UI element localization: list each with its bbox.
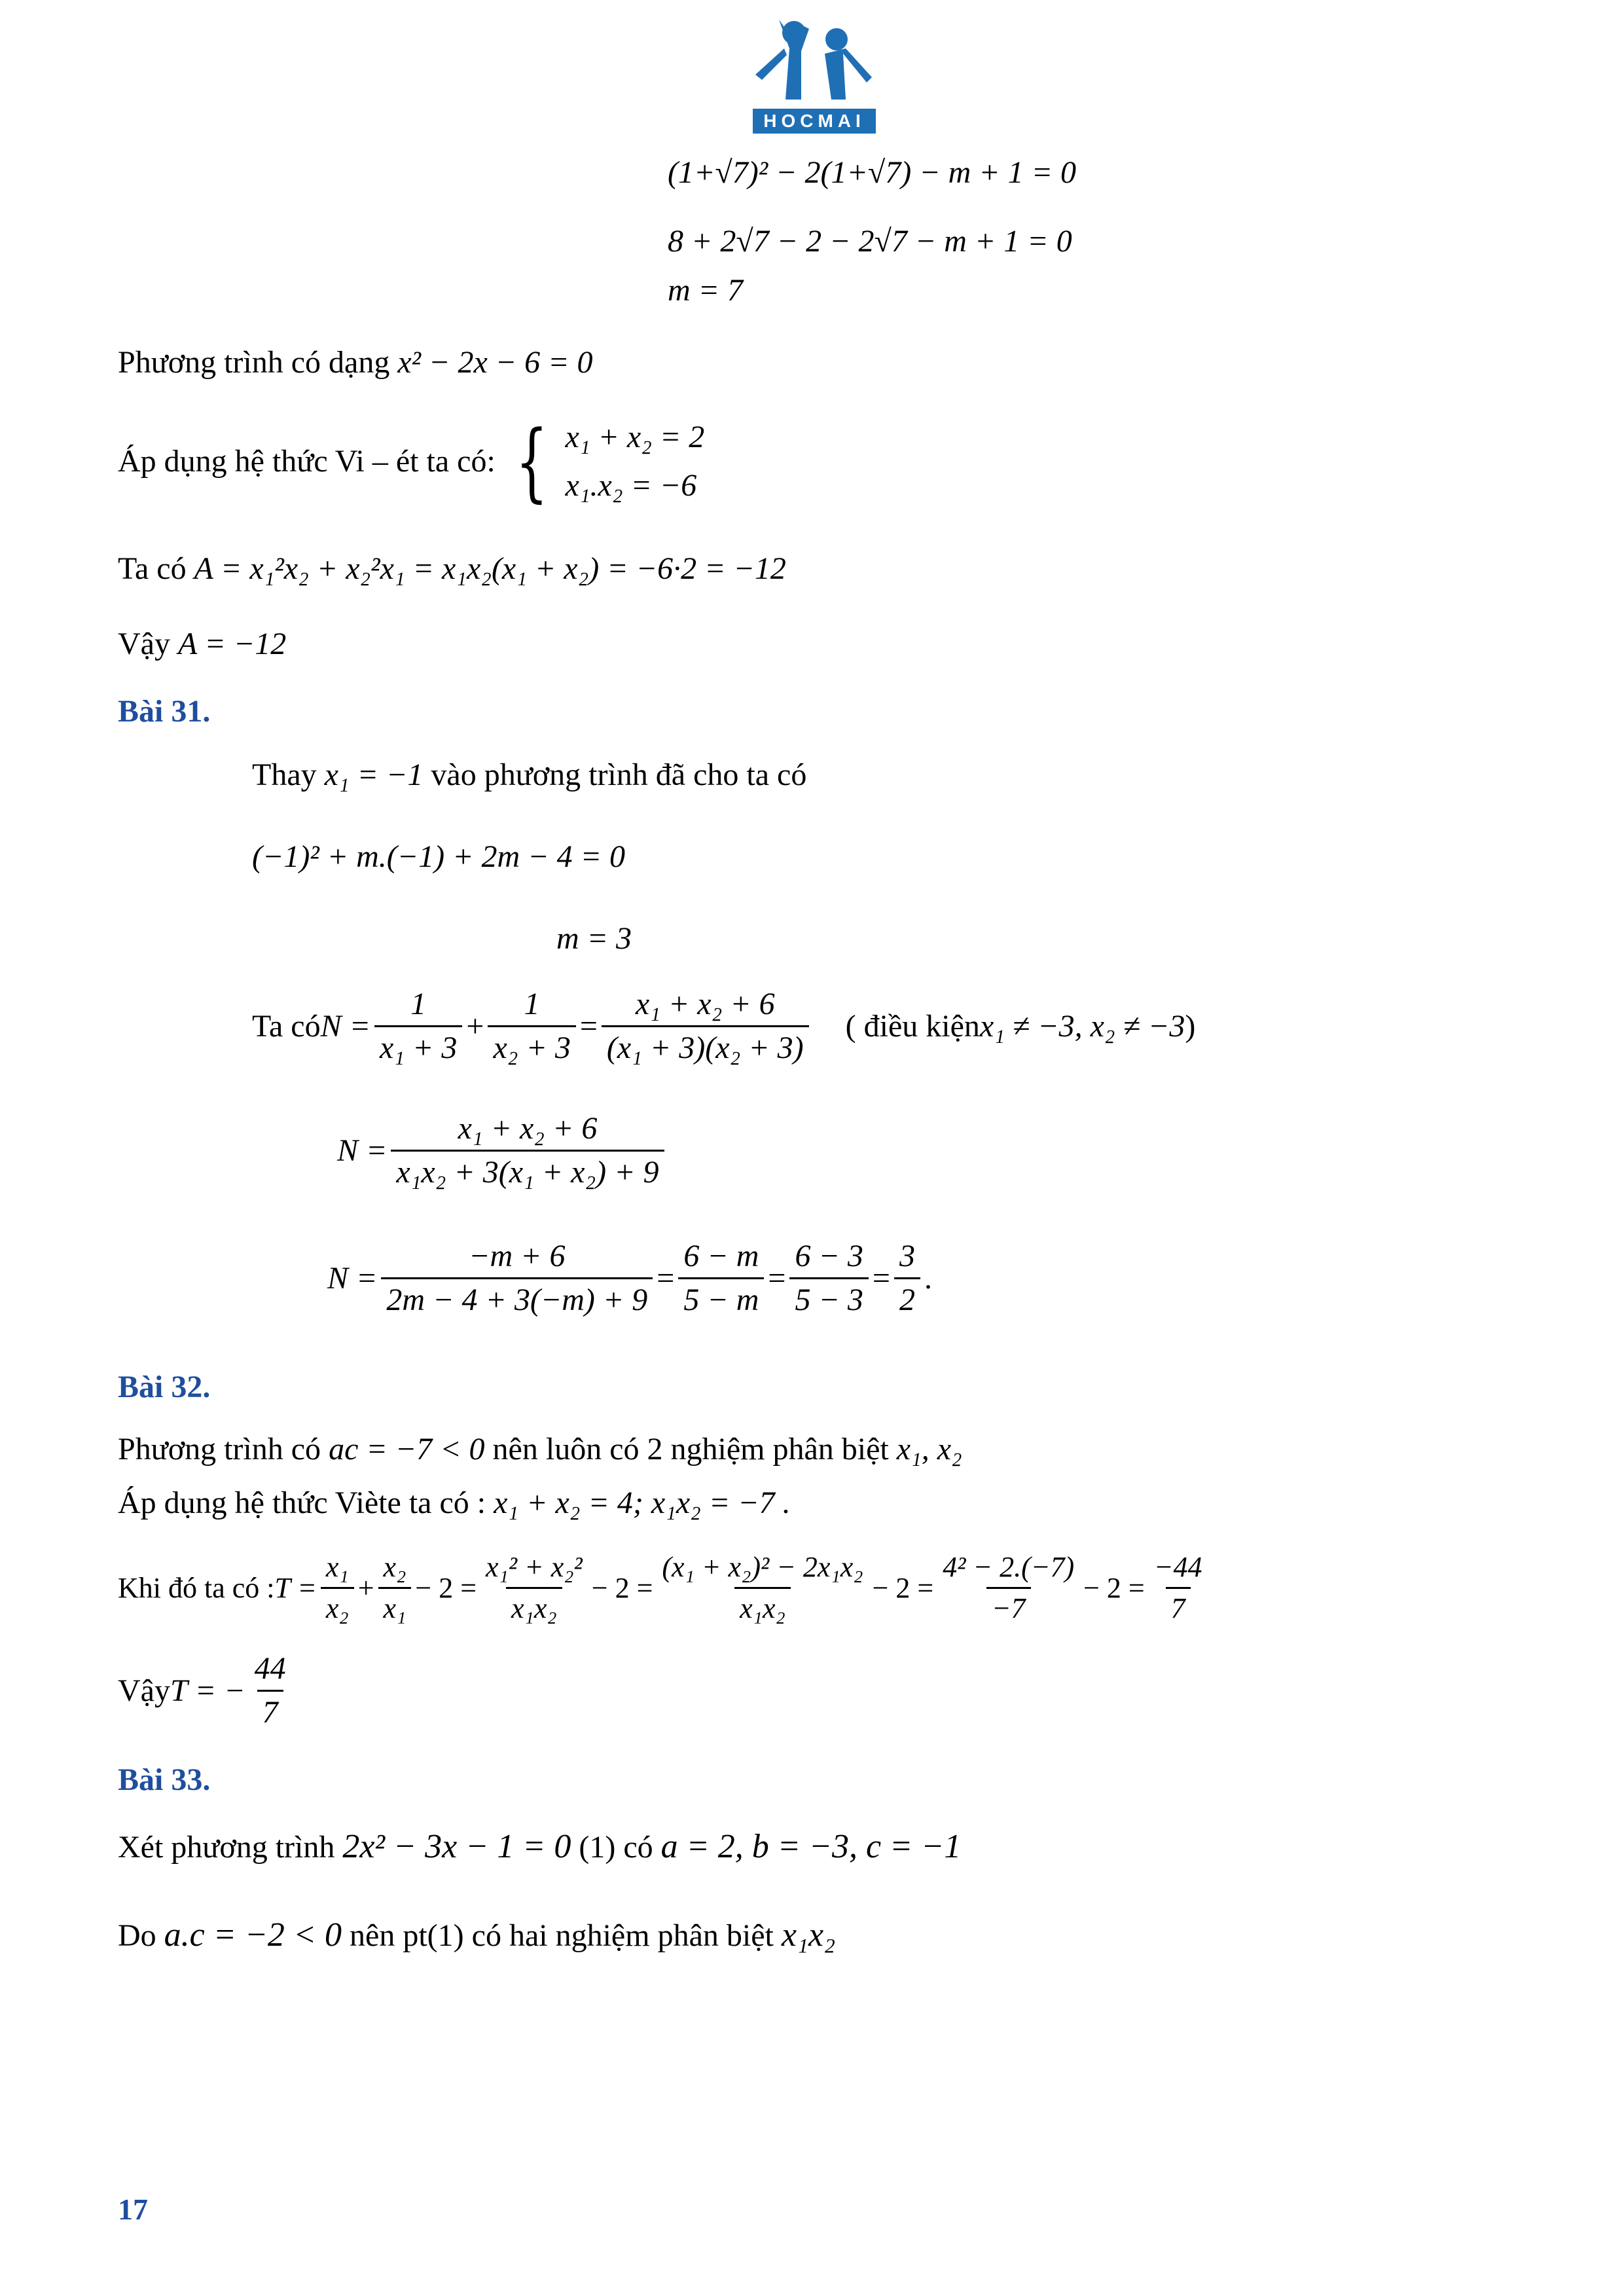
fraction: $\frac{6 - m}{5 - m}$ [678,1241,764,1316]
fraction-line: N = $\frac{\text{x₁ + x₂ + 6}}{\text{x₁x₂ + 3(x₁ + x₂) + 9}}$ [337,1113,668,1188]
text-line: Do a.c = −2 < 0 nên pt(1) có hai nghiệm phân biệt x₁x₂ [118,1916,836,1954]
text-line: Thay x₁ = −1 vào phương trình đã cho ta có [252,757,807,792]
fraction: $\frac{6 - 3}{5 - 3}$ [789,1241,868,1316]
fraction: $\frac{-m + 6}{2m - 4 + 3(-m) + 9}$ [381,1241,653,1316]
fraction: $\frac{3}{2}$ [894,1241,920,1316]
fraction: $\frac{\text{x₂}}{\text{x₁}}$ [378,1553,412,1623]
text-line: Phương trình có dạng x² − 2x − 6 = 0 [118,345,593,380]
text-line: Áp dụng hệ thức Viète ta có : x₁ + x₂ = 4; x₁x₂ = −7 . [118,1485,791,1520]
text-line: Vậy A = −12 [118,627,287,661]
fraction-line: Ta có N = $\frac{1}{\text{x₁ + 3}}$ + $\frac{1}{\text{x₂ + 3}}$ = $\frac{\text{x₁ + x₂ + 6}}{\text{(x₁ + 3)(x₂ + 3)}}$ ( điều kiện x₁ ≠ −3, x₂ ≠ −3 ) [252,987,1196,1065]
vieta-system-line: Áp dụng hệ thức Vi – ét ta có: { x₁ + x₂ = 2 x₁.x₂ = −6 [118,412,705,511]
fraction: $\frac{1}{\text{x₁ + 3}}$ [374,989,462,1064]
page-number: 17 [118,2193,148,2226]
fraction-line: Vậy T = − $\frac{44}{7}$ [118,1653,295,1728]
brace-icon: { [515,412,548,511]
text-line: Phương trình có ac = −7 < 0 nên luôn có 2 nghiệm phân biệt x₁, x₂ [118,1432,962,1467]
text-line: Ta có A = x₁²x₂ + x₂²x₁ = x₁x₂(x₁ + x₂) = −6·2 = −12 [118,551,786,586]
equation-line: m = 3 [556,921,632,956]
fraction: $\frac{\text{x₁ + x₂ + 6}}{\text{x₁x₂ + 3(x₁ + x₂) + 9}}$ [391,1113,664,1188]
fraction: $\frac{\text{x₁ + x₂ + 6}}{\text{(x₁ + 3)(x₂ + 3)}}$ [602,989,809,1064]
fraction-line: Khi đó ta có : T = $\frac{\text{x₁}}{\text{x₂}}$ + $\frac{\text{x₂}}{\text{x₁}}$ − 2 = $\frac{\text{x₁² + x₂²}}{\text{x₁x₂}}$ − 2 = $\frac{\text{(x₁ + x₂)² − 2x₁x₂}}{\text{x₁x₂}}$ − 2 = $\frac{\text{4² − 2.(−7)}}{-7}$ − 2 = $\frac{-44}{7}$ [118,1553,1211,1623]
equation-line: m = 7 [668,273,744,308]
section-heading: Bài 31. [118,694,211,729]
fraction: $\frac{44}{7}$ [254,1651,286,1730]
fraction: $\frac{\text{x₁² + x₂²}}{\text{x₁x₂}}$ [486,1551,583,1624]
logo-text: HOCMAI [763,111,865,131]
section-heading: Bài 33. [118,1762,211,1797]
fraction: $\frac{1}{\text{x₂ + 3}}$ [488,989,575,1064]
fraction-line: N = $\frac{-m + 6}{2m - 4 + 3(-m) + 9}$ = $\frac{6 - m}{5 - m}$ = $\frac{6 - 3}{5 - 3}$ = $\frac{3}{2}$ . [327,1239,932,1317]
equation-line: (1+√7)² − 2(1+√7) − m + 1 = 0 [668,155,1077,190]
equation-system: { x₁ + x₂ = 2 x₁.x₂ = −6 [515,412,705,511]
section-heading: Bài 32. [118,1370,211,1404]
fraction: $\frac{-44}{7}$ [1153,1551,1202,1624]
logo-figures-icon [738,14,889,139]
hocmai-logo [738,14,889,139]
equation-line: (−1)² + m.(−1) + 2m − 4 = 0 [252,839,625,874]
equation-line: 8 + 2√7 − 2 − 2√7 − m + 1 = 0 [668,224,1072,259]
fraction: $\frac{\text{(x₁ + x₂)² − 2x₁x₂}}{\text{x₁x₂}}$ [662,1551,863,1624]
text-line: Xét phương trình 2x² − 3x − 1 = 0 (1) có a = 2, b = −3, c = −1 [118,1828,962,1865]
fraction: $\frac{\text{x₁}}{\text{x₂}}$ [321,1553,354,1623]
fraction: $\frac{\text{4² − 2.(−7)}}{-7}$ [943,1551,1075,1624]
